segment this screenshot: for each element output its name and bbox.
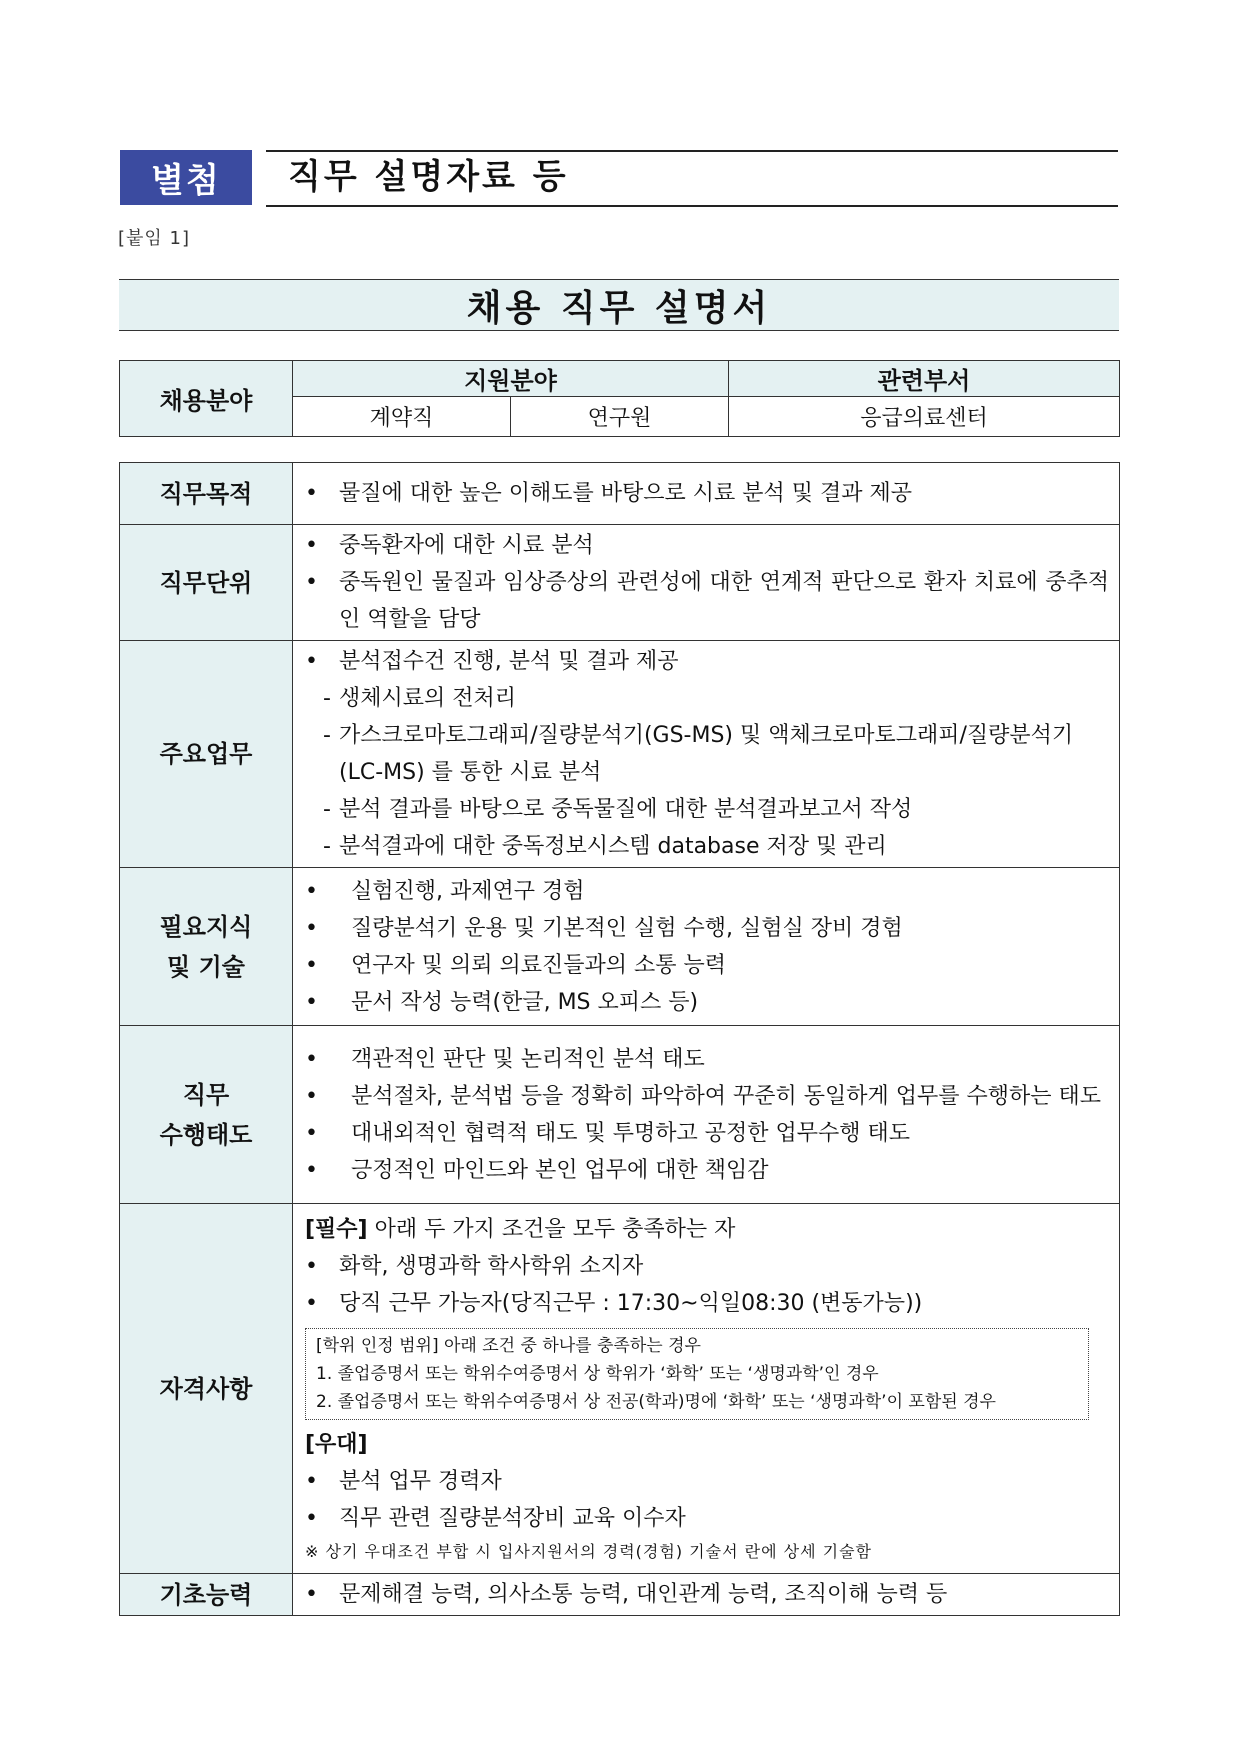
sub-item: - 가스크로마토그래피/질량분석기(GS-MS) 및 액체크로마토그래피/질량분석기(LC-MS) 를 통한 시료 분석 (323, 723, 1074, 785)
recruitment-table (119, 360, 1120, 437)
list-item: • 분석 업무 경력자 (305, 1468, 502, 1494)
list-item: • 대내외적인 협력적 태도 및 투명하고 공정한 업무수행 태도 (305, 1120, 911, 1146)
knowledge-content (293, 868, 1120, 1026)
list-item: • 중독원인 물질과 임상증상의 관련성에 대한 연계적 판단으로 환자 치료에 중추적인 역할을 담당 (305, 570, 1109, 632)
support-field-header: 지원분야 (293, 361, 729, 397)
list-item: • 문제해결 능력, 의사소통 능력, 대인관계 능력, 조직이해 능력 등 (305, 1582, 948, 1607)
document-title: 직무 설명자료 등 (288, 157, 569, 197)
row-attitude (120, 1026, 1120, 1204)
sub-item: - 생체시료의 전처리 (323, 686, 517, 711)
row-qualifications (120, 1204, 1120, 1574)
qualifications-label: 자격사항 (120, 1204, 293, 1574)
preferred-remark: ※ 상기 우대조건 부합 시 입사지원서의 경력(경험) 기술서 란에 상세 기술함 (305, 1541, 872, 1561)
list-item: • 분석절차, 분석법 등을 정확히 파악하여 꾸준히 동일하게 업무를 수행하는 태도 (305, 1083, 1101, 1109)
job-description-title: 채용 직무 설명서 (119, 279, 1119, 331)
position-cell: 연구원 (511, 397, 729, 437)
sub-item: - 분석결과에 대한 중독정보시스템 database 저장 및 관리 (323, 834, 887, 859)
row-knowledge (120, 868, 1120, 1026)
job-description-table (119, 462, 1120, 1616)
attitude-content (293, 1026, 1120, 1204)
duties-label: 주요업무 (120, 641, 293, 868)
list-item: • 화학, 생명과학 학사학위 소지자 (305, 1253, 644, 1279)
employment-type-cell: 계약직 (293, 397, 511, 437)
basic-label: 기초능력 (120, 1574, 293, 1616)
row-purpose (120, 463, 1120, 525)
row-duties (120, 641, 1120, 868)
purpose-content (293, 463, 1120, 525)
list-item: • 객관적인 판단 및 논리적인 분석 태도 (305, 1046, 705, 1072)
list-item: • 긍정적인 마인드와 본인 업무에 대한 책임감 (305, 1157, 769, 1183)
department-header: 관련부서 (729, 361, 1120, 397)
preferred-heading: [우대] (305, 1431, 368, 1457)
attachment-label: [붙임 1] (118, 228, 190, 249)
purpose-label: 직무목적 (120, 463, 293, 525)
basic-content (293, 1574, 1120, 1616)
attachment-badge: 별첨 (120, 150, 252, 205)
row-basic (120, 1574, 1120, 1616)
list-item: • 분석접수건 진행, 분석 및 결과 제공 (305, 649, 679, 674)
list-item: • 당직 근무 가능자(당직근무 : 17:30~익일08:30 (변동가능)) (305, 1290, 923, 1316)
unit-label: 직무단위 (120, 525, 293, 641)
list-item: • 직무 관련 질량분석장비 교육 이수자 (305, 1505, 686, 1531)
duties-content (293, 641, 1120, 868)
list-item: • 질량분석기 운용 및 기본적인 실험 수행, 실험실 장비 경험 (305, 915, 903, 941)
sub-item: - 분석 결과를 바탕으로 중독물질에 대한 분석결과보고서 작성 (323, 797, 913, 822)
list-item: • 실험진행, 과제연구 경험 (305, 878, 585, 904)
recruit-field-header: 채용분야 (120, 361, 293, 437)
unit-content (293, 525, 1120, 641)
knowledge-label: 필요지식 및 기술 (120, 868, 293, 1026)
department-cell: 응급의료센터 (729, 397, 1120, 437)
degree-scope-note: [학위 인정 범위] 아래 조건 중 하나를 충족하는 경우 1. 졸업증명서 또는 학위수여증명서 상 학위가 ‘화학’ 또는 ‘생명과학’인 경우 2. 졸업증명서 또는 학위수여증명서 상 전공(학과)명에 ‘화학’ 또는 ‘생명과학’이 포함된 경우 (305, 1328, 1089, 1420)
qualifications-content (293, 1204, 1120, 1574)
required-heading: [필수] 아래 두 가지 조건을 모두 충족하는 자 (305, 1216, 736, 1242)
row-unit (120, 525, 1120, 641)
list-item: • 중독환자에 대한 시료 분석 (305, 533, 594, 558)
attitude-label: 직무 수행태도 (120, 1026, 293, 1204)
list-item: • 연구자 및 의뢰 의료진들과의 소통 능력 (305, 952, 726, 978)
list-item: • 문서 작성 능력(한글, MS 오피스 등) (305, 989, 699, 1015)
list-item: • 물질에 대한 높은 이해도를 바탕으로 시료 분석 및 결과 제공 (305, 481, 912, 506)
header-rule-bottom (266, 205, 1118, 207)
